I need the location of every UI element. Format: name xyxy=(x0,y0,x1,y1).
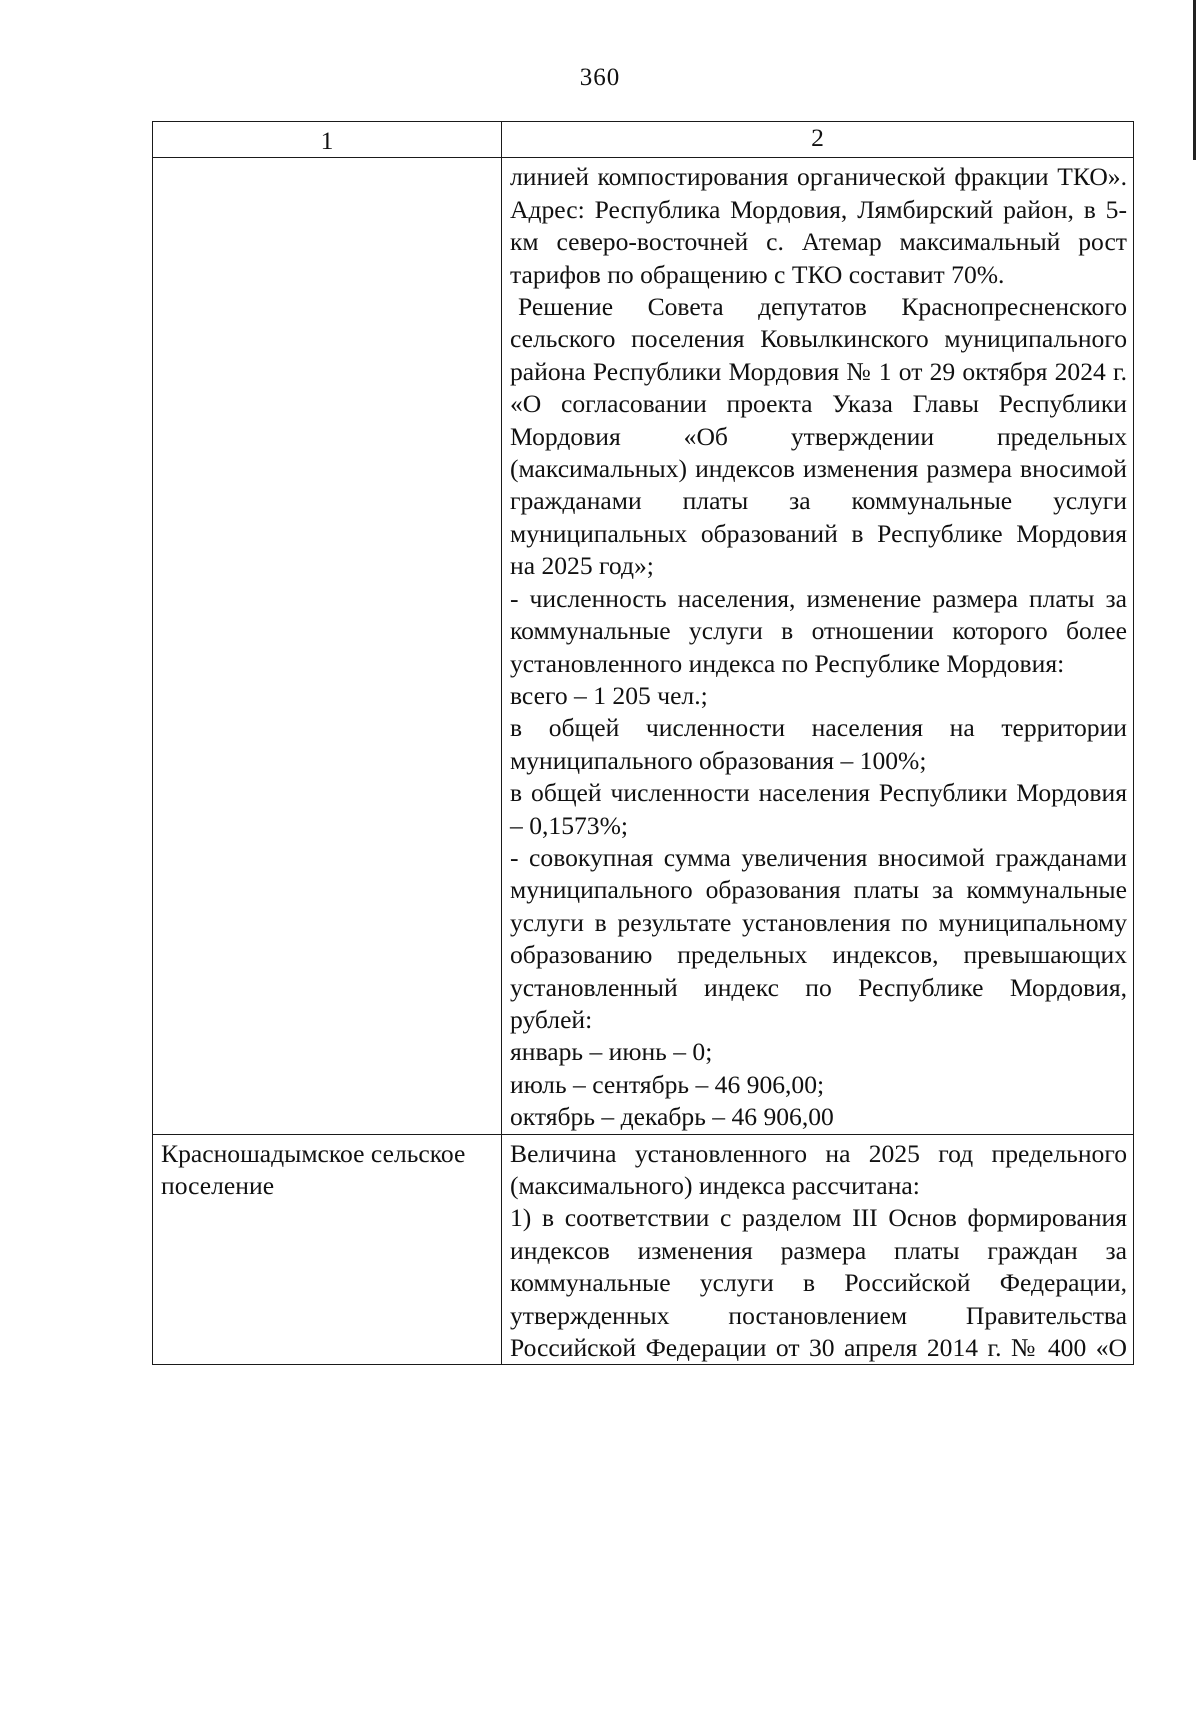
table-row xyxy=(153,158,1134,1134)
paragraph: Решение Совета депутатов Краснопресненского сельского поселения Ковылкинского муниципального района Республики Мордовия № 1 от 29 октября 2024 г. «О согласовании проекта Указа Главы Республики Мордовия «Об утверждении предельных (максимальных) индексов изменения размера вносимой гражданами платы за коммунальные услуги муниципальных образований в Республике Мордовия на 2025 год»; xyxy=(510,292,1127,581)
paragraph: Величина установленного на 2025 год предельного (максимального) индекса рассчитана: xyxy=(510,1138,1127,1200)
paragraph: октябрь – декабрь – 46 906,00 xyxy=(510,1102,834,1132)
paragraph: в общей численности населения Республики Мордовия – 0,1573%; xyxy=(510,778,1127,840)
municipality-cell xyxy=(153,158,502,1134)
paragraph: - численность населения, изменение размера платы за коммунальные услуги в отношении которого более установленного индекса по Республике Мордовия: xyxy=(510,583,1127,678)
paragraph: всего – 1 205 чел.; xyxy=(510,680,708,710)
paragraph: 1) в соответствии с разделом III Основ формирования индексов изменения размера платы граждан за коммунальные услуги в Российской Федерации, утвержденных постановлением Правительства Российской Федерации от 30 апреля 2014 г. № 400 «О xyxy=(510,1203,1127,1363)
municipality-name: Красношадымское сельское поселение xyxy=(161,1138,466,1200)
paragraph: январь – июнь – 0; xyxy=(510,1037,713,1067)
paragraph: линией компостирования органической фракции ТКО». Адрес: Республика Мордовия, Лямбирский район, в 5-км северо-восточней с. Атемар максимальный рост тарифов по обращению с ТКО составит 70%. xyxy=(510,162,1127,289)
column-header-1: 1 xyxy=(153,122,502,158)
paragraph: в общей численности населения на территории муниципального образования – 100%; xyxy=(510,713,1127,775)
paragraph: - совокупная сумма увеличения вносимой гражданами муниципального образования платы за коммунальные услуги в результате установления по муниципальному образованию предельных индексов, превышающих установленный индекс по Республике Мордовия, рублей: xyxy=(510,842,1127,1034)
table-row xyxy=(153,1134,1134,1365)
document-table xyxy=(152,121,1134,1365)
description-cell xyxy=(502,158,1134,1134)
table-header-row xyxy=(153,122,1134,158)
paragraph: июль – сентябрь – 46 906,00; xyxy=(510,1069,825,1099)
column-header-2: 2 xyxy=(502,122,1134,158)
municipality-cell xyxy=(153,1134,502,1365)
page-number: 360 xyxy=(579,64,621,91)
description-cell xyxy=(502,1134,1134,1365)
